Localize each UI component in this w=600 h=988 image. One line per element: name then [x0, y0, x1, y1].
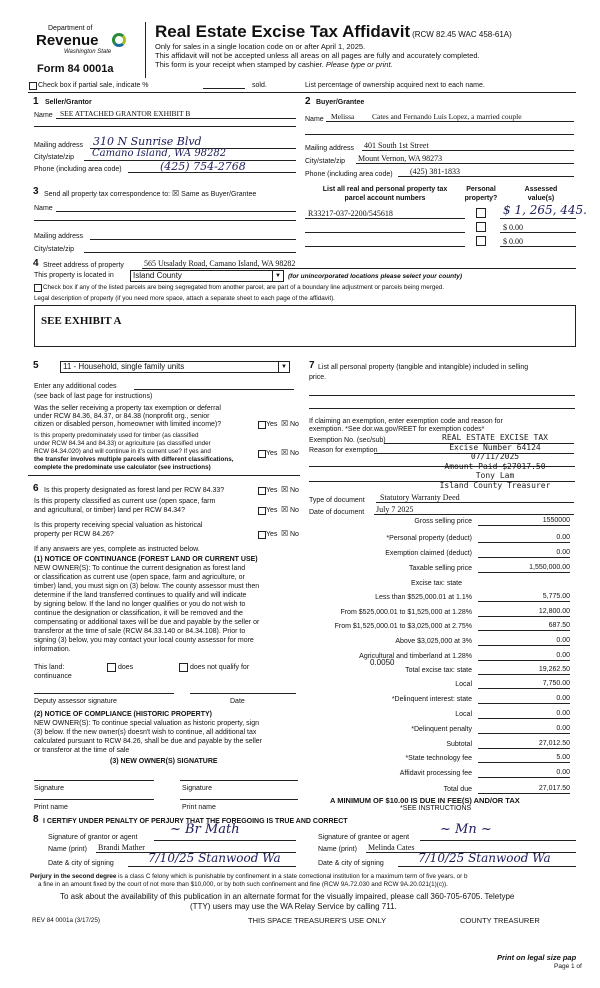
chevron-down-icon[interactable]: ▼	[272, 271, 283, 281]
stamp-line-1: REAL ESTATE EXCISE TAX	[442, 433, 548, 442]
no-label: No	[290, 421, 299, 428]
seller-mailing: 310 N Sunrise Blvd	[93, 135, 202, 148]
q-current-use-l1: Is this property classified as current use (open space, farm	[34, 498, 216, 505]
calc-label: Excise tax: state	[411, 580, 462, 587]
sec5-num: 5	[33, 360, 39, 371]
seller-city: Camano Island, WA 98282	[92, 148, 227, 159]
page-number: Page 1 of	[554, 963, 582, 970]
legal-size-note: Print on legal size pap	[497, 953, 577, 962]
q-timber-l3: RCW 84.34.020) and will continue in it's current use? If yes and	[34, 448, 211, 455]
q-forest-yes-checkbox[interactable]	[258, 487, 266, 495]
alt-format-l2: (TTY) users may use the WA Relay Service by calling 711.	[190, 902, 397, 911]
reason-line-2[interactable]	[309, 466, 575, 467]
dept-line1: Department of	[48, 25, 93, 32]
q-historic-no-checkbox[interactable]: ☒	[281, 529, 289, 538]
sec3-name-line2[interactable]	[34, 220, 296, 221]
notice3-heading: (3) NEW OWNER(S) SIGNATURE	[110, 758, 218, 765]
sec4-street-label: Street address of property	[43, 262, 124, 269]
sec3-text-a: Send all property tax correspondence to:	[44, 191, 171, 198]
sec8-num: 8	[33, 814, 39, 825]
parcel-row-2-value: $ 0.00	[503, 223, 523, 232]
q-historic-l1: Is this property receiving special valuation as historical	[34, 522, 203, 529]
grantee-name-label: Name (print)	[318, 846, 357, 853]
deputy-label: Deputy assessor signature	[34, 698, 117, 705]
reason-field[interactable]	[374, 445, 574, 454]
notice1-l1: NEW OWNER(S): To continue the current designation as forest land	[34, 565, 246, 572]
county-treasurer: COUNTY TREASURER	[460, 916, 540, 925]
q-exemption-no-checkbox[interactable]: ☒	[281, 419, 289, 428]
q-current-use-l2: and agricultural, or timber) land per RCW 84.34?	[34, 507, 185, 514]
calc-value[interactable]: 12,800.00	[478, 607, 570, 617]
stamp-line-3: 07/11/2025	[470, 452, 520, 461]
grantor-signature: ~ Br Math	[170, 822, 240, 837]
q-timber-no-checkbox[interactable]: ☒	[281, 448, 289, 457]
grantor-sig-label: Signature of grantor or agent	[48, 834, 138, 841]
buyer-name-label: Name	[305, 116, 324, 123]
calc-value[interactable]: 1,550,000.00	[478, 563, 570, 573]
q-historic-yes-checkbox[interactable]	[258, 531, 266, 539]
sec3-num: 3	[33, 186, 39, 197]
doc-date-label: Date of document	[309, 509, 365, 516]
personal-property-line-1[interactable]	[309, 395, 575, 396]
partial-sale-text: Check box if partial sale, indicate %	[38, 82, 149, 89]
grantor-date-label: Date & city of signing	[48, 860, 114, 867]
notice1-l7: compensating or additional taxes will be due and payable by the seller or	[34, 619, 260, 626]
calc-label: Less than $525,000.01 at 1.1%	[375, 594, 472, 601]
notice1-l5: by signing below. If the land no longer qualifies or you do not wish to	[34, 601, 246, 608]
q-timber-yes-checkbox[interactable]	[258, 450, 266, 458]
does-not-checkbox[interactable]	[179, 663, 188, 672]
list-pct-text: List percentage of ownership acquired next to each name.	[305, 82, 485, 89]
calc-value[interactable]: 0.00	[478, 768, 570, 778]
no-label: No	[290, 507, 299, 514]
dept-line2: Washington State	[64, 49, 112, 55]
calc-value[interactable]: 1550000	[478, 516, 570, 526]
q-forest-no-checkbox[interactable]: ☒	[281, 485, 289, 494]
minimum-note-1: A MINIMUM OF $10.00 IS DUE IN FEE(S) AND/OR TAX	[330, 796, 520, 805]
form-number: Form 84 0001a	[37, 63, 114, 75]
certify-text: I CERTIFY UNDER PENALTY OF PERJURY THAT THE FOREGOING IS TRUE AND CORRECT	[43, 818, 348, 825]
q-current-use-yes-checkbox[interactable]	[258, 507, 266, 515]
personal-property-line-2[interactable]	[309, 408, 575, 409]
perjury-line-1	[30, 873, 467, 880]
rev-number: REV 84 0001a (3/17/25)	[32, 917, 100, 924]
q-timber-l1: Is this property predominately used for timber (as classified	[34, 432, 199, 439]
notice1-l6: continue the designation or classification, it will be removed and the	[34, 610, 243, 617]
notice2-l1: NEW OWNER(S): To continue special valuation as historic property, sign	[34, 720, 259, 727]
reason-label: Reason for exemption	[309, 447, 378, 454]
q-exemption-l2: under RCW 84.36, 84.37, or 84.38 (nonprofit org., senior	[34, 413, 210, 420]
seller-phone: (425) 754-2768	[160, 160, 246, 173]
parcel-row-1-value: $ 1, 265, 445.	[503, 203, 587, 217]
stamp-line-5: Tony Lam	[475, 471, 515, 480]
sec3-text	[44, 189, 256, 198]
calc-label: *Personal property (deduct)	[386, 535, 472, 542]
parcel-row-1-number: R33217-037-2200/545618	[308, 209, 393, 218]
dept-name: Revenue	[36, 32, 99, 49]
addl-codes-label: Enter any additional codes	[34, 383, 117, 390]
calc-label: Subtotal	[446, 741, 472, 748]
notice2-l2: (3) below. If the new owner(s) doesn't wish to continue, all additional tax	[34, 729, 257, 736]
no-label: No	[290, 487, 299, 494]
addl-codes-field[interactable]	[134, 381, 294, 390]
q-timber-l5: complete the predominate use calculator (see instructions)	[34, 464, 211, 471]
seller-num: 1	[33, 96, 39, 107]
calc-label: Taxable selling price	[408, 565, 472, 572]
doc-type: Statutory Warranty Deed	[380, 493, 460, 502]
buyer-phone-label: Phone (including area code)	[305, 171, 393, 178]
notice1-heading: (1) NOTICE OF CONTINUANCE (FOREST LAND OR CURRENT USE)	[34, 556, 258, 563]
parcels-col1-a: List all real and personal property tax	[322, 186, 448, 193]
stamp-line-4: Amount Paid $27017.50	[444, 461, 546, 471]
form-title	[155, 22, 512, 42]
continuance-label: continuance	[34, 673, 72, 680]
sub-line-3b: Please type or print.	[325, 60, 393, 69]
yes-label: Yes	[266, 450, 278, 457]
notice1-l2: or classification as current use (open space, farm and agriculture, or	[34, 574, 245, 581]
notice1-l10: information.	[34, 646, 71, 653]
seller-name: SEE ATTACHED GRANTOR EXHIBIT B	[60, 109, 191, 118]
same-as-buyer-checkbox[interactable]: ☒	[172, 189, 180, 198]
sec4-num: 4	[33, 258, 39, 269]
alt-format-l1: To ask about the availability of this publication in an alternate format for the visually impaired, please call 360-705-6705. Teletype	[60, 892, 515, 901]
parcels-col2-b: property?	[464, 195, 498, 202]
yes-label: Yes	[266, 487, 278, 494]
parcel-row-3-personal-checkbox[interactable]	[476, 236, 486, 246]
calc-label: From $1,525,000.01 to $3,025,000 at 2.75%	[334, 623, 472, 630]
yes-label: Yes	[266, 531, 278, 538]
deputy-date-line[interactable]	[190, 693, 296, 694]
new-owner-sig-2[interactable]	[180, 780, 298, 781]
buyer-name-rest: Cates and Fernando Luis Lopez, a married couple	[372, 112, 522, 121]
no-label: No	[290, 450, 299, 457]
calc-label: Affidavit processing fee	[399, 770, 472, 777]
sec3-city-label: City/state/zip	[34, 246, 75, 253]
sec3-mailing-field[interactable]	[90, 231, 296, 240]
does-checkbox[interactable]	[107, 663, 116, 672]
partial-sold-text: sold.	[252, 82, 267, 89]
q-exemption-l3: citizen or disabled person, homeowner with limited income)?	[34, 421, 222, 428]
calc-label: From $525,000.01 to $1,525,000 at 1.28%	[340, 609, 472, 616]
exempt-text-l2: exemption. *See dor.wa.gov/REET for exemption codes*	[309, 426, 485, 433]
minimum-note-2: *SEE INSTRUCTIONS	[400, 805, 472, 812]
notice1-l4: determine if the land transferred continues to qualify and will indicate	[34, 592, 247, 599]
calc-label: Exemption claimed (deduct)	[385, 550, 472, 557]
local-rate: 0.0050	[370, 658, 395, 667]
sec3-text-b: Same as Buyer/Grantee	[181, 191, 257, 198]
grantor-name: Brandi Mather	[98, 843, 145, 852]
print-label-1: Print name	[34, 804, 68, 811]
buyer-name-line2[interactable]	[305, 134, 574, 135]
calc-value[interactable]: 687.50	[478, 621, 570, 631]
q-exemption-l1: Was the seller receiving a property tax exemption or deferral	[34, 405, 221, 412]
calc-label: Local	[455, 681, 472, 688]
q-historic-l2: property per RCW 84.26?	[34, 531, 114, 538]
seller-heading: Seller/Grantor	[45, 99, 92, 106]
legal-label: Legal description of property (if you need more space, attach a separate sheet to each page of the affidavit).	[34, 295, 335, 302]
notice1-l8: transferor at the time of sale (RCW 84.33.140 or 84.34.108). Prior to	[34, 628, 246, 635]
calc-label: *State technology fee	[405, 755, 472, 762]
calc-value[interactable]: 5,775.00	[478, 592, 570, 602]
sec7-text-l1: List all personal property (tangible and intangible) included in selling	[318, 364, 529, 371]
calc-value[interactable]: 0.00	[478, 694, 570, 704]
revenue-swirl-icon	[112, 33, 126, 47]
calc-label: Gross selling price	[414, 518, 472, 525]
parcel-row-2-field[interactable]	[305, 224, 465, 233]
sub-line-1: Only for sales in a single location code on or after April 1, 2025.	[155, 42, 366, 51]
sec7-text-l2: price.	[309, 374, 327, 381]
calc-value[interactable]: 0.00	[478, 636, 570, 646]
legal-description: SEE EXHIBIT A	[41, 315, 122, 327]
sig-label-1: Signature	[34, 785, 64, 792]
calc-value[interactable]: 0.00	[478, 724, 570, 734]
seller-name-line2[interactable]	[34, 126, 296, 127]
seller-phone-label: Phone (including area code)	[34, 166, 122, 173]
calc-label: *Delinquent penalty	[411, 726, 472, 733]
parcel-row-3-field[interactable]	[305, 238, 465, 247]
perjury-bold: Perjury in the second degree	[30, 873, 117, 880]
sec3-mailing-label: Mailing address	[34, 233, 84, 240]
q-timber-l4: the transfer involves multiple parcels with different classifications,	[34, 456, 234, 463]
rule-sec5	[28, 475, 300, 476]
notice1-l9: signing (3) below, you may contact your local county assessor for more	[34, 637, 254, 644]
q-exemption-yes-checkbox[interactable]	[258, 421, 266, 429]
buyer-phone: (425) 381-1833	[410, 167, 460, 176]
county-select[interactable]	[130, 270, 284, 282]
parcel-row-3-value: $ 0.00	[503, 237, 523, 246]
if-yes-text: If any answers are yes, complete as instructed below.	[34, 546, 200, 553]
calc-value[interactable]: 19,262.50	[478, 665, 570, 675]
rule-top	[28, 92, 576, 93]
title-main: Real Estate Excise Tax Affidavit	[155, 22, 411, 41]
sub-line-2: This affidavit will not be accepted unless all areas on all pages are fully and accurately completed.	[155, 51, 480, 60]
buyer-city: Mount Vernon, WA 98273	[358, 154, 443, 163]
grantee-sig-label: Signature of grantee or agent	[318, 834, 410, 841]
grantee-signature: ~ Mn ~	[440, 822, 492, 837]
new-owner-print-2[interactable]	[180, 799, 298, 800]
segregated-checkbox[interactable]	[34, 284, 42, 292]
sec4-located-label: This property is located in	[34, 272, 114, 279]
sec6-num: 6	[33, 483, 39, 494]
grantee-date-label: Date & city of signing	[318, 860, 384, 867]
this-land-label: This land:	[34, 664, 65, 671]
seller-mailing-label: Mailing address	[34, 142, 84, 149]
sec4-street: 565 Utsalady Road, Camano Island, WA 98282	[144, 259, 296, 268]
buyer-city-label: City/state/zip	[305, 158, 346, 165]
deputy-sig-line[interactable]	[34, 693, 174, 694]
calc-label: *Delinquent interest: state	[391, 696, 472, 703]
segregated-text: Check box if any of the listed parcels are being segregated from another parcel, are part of a boundary line adjustment or parcels being merged.	[43, 284, 445, 291]
grantor-date: 7/10/25 Stanwood Wa	[148, 851, 281, 865]
q-forest: Is this property designated as forest land per RCW 84.33?	[44, 487, 225, 494]
partial-sale-checkbox[interactable]	[29, 82, 37, 90]
does-not-label: does not qualify for	[190, 664, 250, 671]
treasurer-only: THIS SPACE TREASURER'S USE ONLY	[248, 916, 387, 925]
calc-value[interactable]: 7,750.00	[478, 679, 570, 689]
doc-date: July 7 2025	[376, 505, 414, 514]
chevron-down-icon[interactable]: ▼	[278, 362, 289, 372]
exempt-text-l1: If claiming an exemption, enter exemption code and reason for	[309, 418, 503, 425]
calc-label: Local	[455, 711, 472, 718]
seller-name-label: Name	[34, 112, 53, 119]
buyer-mailing: 401 South 1st Street	[364, 141, 429, 150]
deputy-date-label: Date	[230, 698, 245, 705]
parcels-col1-b: parcel account numbers	[344, 195, 426, 202]
new-owner-print-1[interactable]	[34, 799, 154, 800]
parcel-row-2-personal-checkbox[interactable]	[476, 222, 486, 232]
exempt-no-label: Exemption No. (sec/sub)	[309, 437, 386, 444]
stamp-line-2: Excise Number 64124	[449, 442, 541, 452]
grantee-date: 7/10/25 Stanwood Wa	[418, 851, 551, 865]
sec3-name-field[interactable]	[56, 203, 296, 212]
notice2-l3: calculated pursuant to RCW 84.26, shall be due and payable by the seller	[34, 738, 263, 745]
sec7-num: 7	[309, 360, 315, 371]
calc-label: Total excise tax: state	[405, 667, 472, 674]
yes-label: Yes	[266, 421, 278, 428]
perjury-rest: is a class C felony which is punishable by confinement in a state correctional institution for a maximum term of five years, or b	[116, 873, 468, 880]
yes-label: Yes	[266, 507, 278, 514]
county-value: Island County	[133, 271, 182, 280]
stamp-line-6: Island County Treasurer	[439, 480, 551, 490]
reason-line-3[interactable]	[309, 481, 575, 482]
calc-value[interactable]: 27,017.50	[478, 784, 570, 794]
notice1-l3: timber) land, you must sign on (3) below. The county assessor must then	[34, 583, 260, 590]
parcels-col2-a: Personal	[466, 186, 496, 193]
use-code-value: 11 - Household, single family units	[63, 362, 185, 371]
calc-value[interactable]: 0.00	[478, 651, 570, 661]
print-label-2: Print name	[182, 804, 216, 811]
seller-city-label: City/state/zip	[34, 154, 75, 161]
sec3-city-field[interactable]	[84, 244, 296, 253]
legal-description-box[interactable]	[34, 305, 576, 347]
new-owner-sig-1[interactable]	[34, 780, 154, 781]
sub-line-3a: This form is your receipt when stamped by cashier.	[155, 60, 326, 69]
doc-type-label: Type of document	[309, 497, 365, 504]
buyer-name-first: Melissa	[331, 112, 355, 121]
sig-label-2: Signature	[182, 785, 212, 792]
parcels-col3-a: Assessed	[524, 186, 558, 193]
buyer-mailing-label: Mailing address	[305, 145, 355, 152]
calc-value[interactable]: 27,012.50	[478, 739, 570, 749]
no-label: No	[290, 531, 299, 538]
county-note: (for unincorporated locations please select your county)	[288, 273, 463, 280]
exempt-no-field[interactable]	[384, 435, 574, 444]
title-ref: (RCW 82.45 WAC 458-61A)	[412, 30, 512, 39]
calc-value[interactable]: 0.00	[478, 548, 570, 558]
notice2-l4: or transferor at the time of sale	[34, 747, 130, 754]
grantee-name: Melinda Cates	[368, 843, 415, 852]
sub-line-3	[155, 60, 393, 69]
use-code-select[interactable]	[60, 361, 290, 373]
header-divider	[145, 22, 146, 78]
q-current-use-no-checkbox[interactable]: ☒	[281, 505, 289, 514]
notice2-heading: (2) NOTICE OF COMPLIANCE (HISTORIC PROPERTY)	[34, 711, 212, 718]
buyer-heading: Buyer/Grantee	[316, 99, 365, 106]
grantor-name-label: Name (print)	[48, 846, 87, 853]
does-label: does	[118, 664, 134, 671]
calc-label: Total due	[443, 786, 472, 793]
parcels-col3-b: value(s)	[527, 195, 555, 202]
buyer-num: 2	[305, 96, 311, 107]
calc-value[interactable]: 0.00	[478, 709, 570, 719]
partial-pct-line[interactable]	[203, 82, 245, 89]
perjury-line-2: a fine in an amount fixed by the court of not more than $10,000, or by both such confinement and fine (RCW 9A.72.030 and RCW 9A.20.021(1)(c)).	[38, 881, 448, 888]
parcel-row-1-personal-checkbox[interactable]	[476, 208, 486, 218]
sec3-name-label: Name	[34, 205, 53, 212]
addl-codes-note: (see back of last page for instructions)	[34, 393, 153, 400]
calc-value[interactable]: 5.00	[478, 753, 570, 763]
q-timber-l2: under RCW 84.34 and 84.33) or agriculture (as classified under	[34, 440, 211, 447]
calc-value[interactable]: 0.00	[478, 533, 570, 543]
calc-label: Agricultural and timberland at 1.28%	[359, 653, 472, 660]
calc-label: Above $3,025,000 at 3%	[395, 638, 472, 645]
